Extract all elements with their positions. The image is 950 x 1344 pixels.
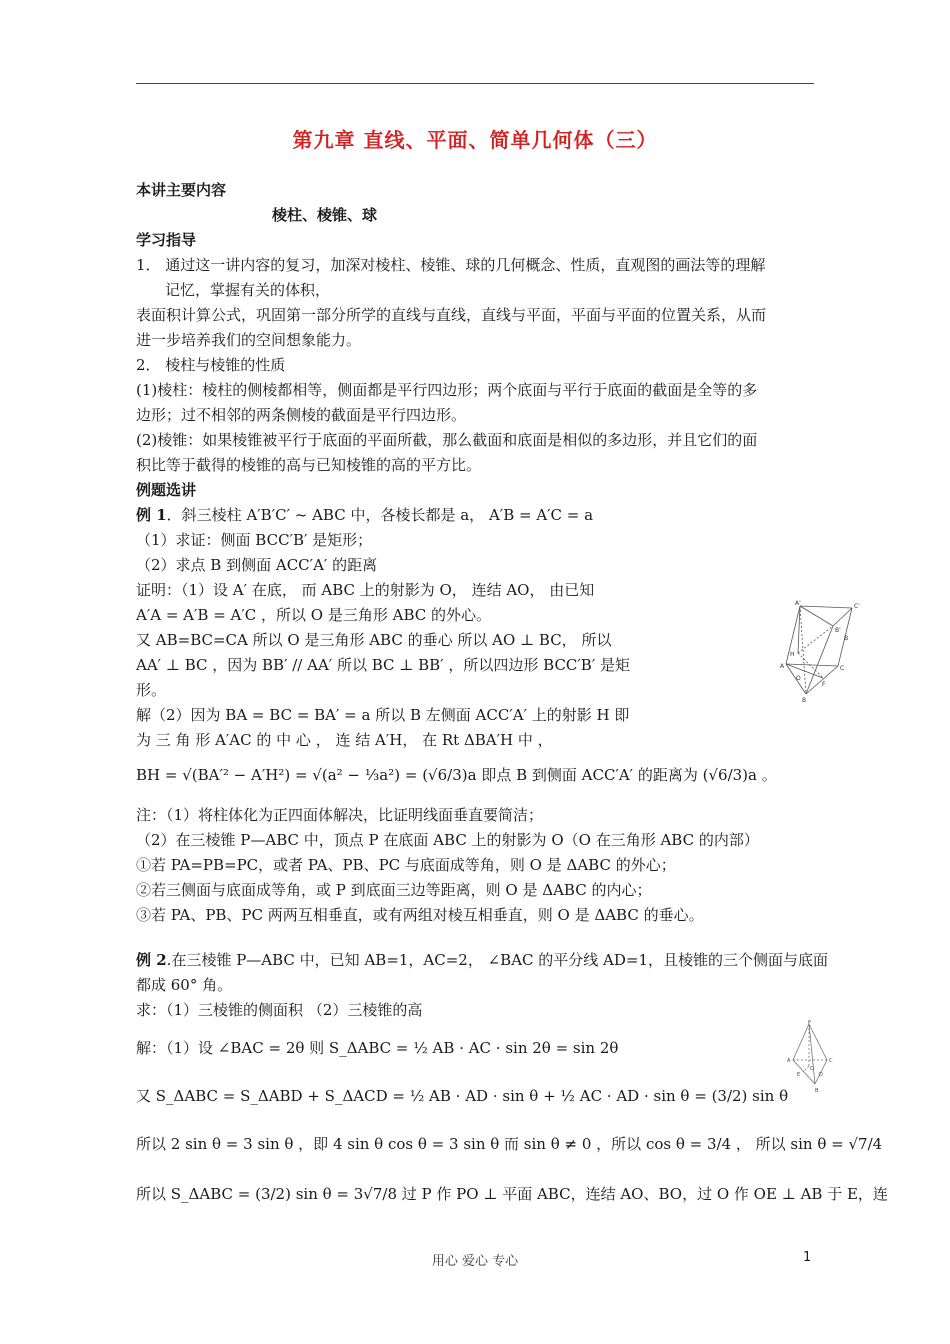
pyramid-property-cont: 积比等于截得的棱锥的高与已知棱锥的高的平方比。: [136, 456, 482, 474]
example-2-label: 例 2: [136, 951, 167, 969]
fig1-label: A': [795, 600, 801, 607]
prism-edge: [800, 606, 852, 608]
fig2-label: A: [787, 1058, 791, 1064]
pyramid-aux-line: [803, 1066, 809, 1072]
prism-figure: [778, 598, 868, 708]
example-1-part-2: （2）求点 B 到侧面 ACC′A′ 的距离: [136, 556, 378, 574]
prism-edge: [786, 664, 838, 666]
fig1-label: B: [802, 697, 807, 704]
example-2-solution-2: 又 S_ΔABC = S_ΔABD + S_ΔACD = ½ AB · AD · sin θ + ½ AC · AD · sin θ = (3/2) sin θ: [136, 1087, 789, 1105]
guide-point-1: 1． 通过这一讲内容的复习，加深对棱柱、棱锥、球的几何概念、性质，直观图的画法等的理解: [136, 256, 766, 274]
prism-edge: [806, 626, 833, 694]
fig1-label: H: [790, 651, 795, 658]
guide-point-2: 2． 棱柱与棱锥的性质: [136, 356, 286, 374]
fig1-label: C': [854, 603, 860, 610]
fig1-label: B': [835, 627, 841, 634]
pyramid-edge: [809, 1024, 827, 1060]
solution-formula-line: BH = √(BA′² − A′H²) = √(a² − ⅓a²) = (√6/3)a 即点 B 到侧面 ACC′A′ 的距离为 (√6/3)a 。: [136, 766, 777, 784]
prism-property-cont: 边形；过不相邻的两条侧棱的截面是平行四边形。: [136, 406, 467, 424]
section-heading-main-content: 本讲主要内容: [136, 181, 227, 199]
fig1-label: B: [844, 635, 849, 642]
fig1-label: F: [822, 681, 826, 688]
proof-line-3: 又 AB=BC=CA 所以 O 是三角形 ABC 的垂心 所以 AO ⊥ BC， 所以: [136, 631, 612, 649]
topic-line: 棱柱、棱锥、球: [272, 206, 378, 224]
fig2-label: B: [815, 1088, 819, 1094]
example-1-text: ．斜三棱柱 A′B′C′ ~ ABC 中，各棱长都是 a， A′B = A′C = a: [166, 506, 594, 524]
example-1-label: 例 1: [136, 506, 167, 524]
fig1-label: A: [780, 663, 785, 670]
page-footer: 用心 爱心 专心: [431, 1254, 519, 1269]
example-1-statement: [136, 505, 593, 525]
prism-aux-line: [800, 606, 806, 694]
fig2-label: O: [810, 1066, 814, 1072]
guide-point-1-cont: 记忆，掌握有关的体积，: [165, 281, 331, 299]
solution-line-2: 为 三 角 形 A′AC 的 中 心 ， 连 结 A′H， 在 Rt ΔBA′H 中 ，: [136, 731, 553, 749]
example-2-solution-3: 所以 2 sin θ = 3 sin θ ，即 4 sin θ cos θ = 3 sin θ 而 sin θ ≠ 0 ，所以 cos θ = 3/4 ， 所以 sin θ = √7/4: [136, 1135, 883, 1153]
section-heading-examples: 例题选讲: [136, 481, 197, 499]
example-2-statement: [136, 950, 828, 970]
prism-edge: [833, 608, 852, 626]
note-2: （2）在三棱锥 P—ABC 中，顶点 P 在底面 ABC 上的射影为 O（O 在三角形 ABC 的内部）: [136, 831, 759, 849]
pyramid-property: (2)棱锥：如果棱锥被平行于底面的平面所截，那么截面和底面是相似的多边形，并且它们的面: [136, 431, 758, 449]
prism-property: (1)棱柱：棱柱的侧棱都相等，侧面都是平行四边形；两个底面与平行于底面的截面是全等的多: [136, 381, 758, 399]
note-case-incenter: ②若三侧面与底面成等角，或 P 到底面三边等距离，则 O 是 ΔABC 的内心；: [136, 881, 652, 899]
example-2-solution-1: 解：（1）设 ∠BAC = 2θ 则 S_ΔABC = ½ AB · AC · sin 2θ = sin 2θ: [136, 1039, 619, 1057]
example-2-text: .在三棱锥 P—ABC 中，已知 AB=1，AC=2， ∠BAC 的平分线 AD=1，且棱锥的三个侧面与底面: [166, 951, 829, 969]
proof-line-4: AA′ ⊥ BC ，因为 BB′ // AA′ 所以 BC ⊥ BB′ ，所以四边形 BCC′B′ 是矩: [136, 656, 630, 674]
fig1-label: O: [796, 675, 801, 682]
pyramid-edge: [793, 1024, 809, 1060]
fig2-label: P: [808, 1020, 812, 1026]
header-rule: [136, 83, 814, 84]
note-1: 注：（1）将柱体化为正四面体解决，比证明线面垂直要简洁；: [136, 806, 544, 824]
note-case-circumcenter: ①若 PA=PB=PC，或者 PA、PB、PC 与底面成等角，则 O 是 ΔABC 的外心；: [136, 856, 676, 874]
example-2-questions: 求：（1）三棱锥的侧面积 （2）三棱锥的高: [136, 1001, 423, 1019]
example-2-statement-cont: 都成 60° 角。: [136, 976, 233, 994]
proof-line-2: A′A = A′B = A′C ，所以 O 是三角形 ABC 的外心。: [136, 606, 492, 624]
fig2-label: E: [797, 1072, 801, 1078]
solution-line-1: 解（2）因为 BA = BC = BA′ = a 所以 B 左侧面 ACC′A′ 上的射影 H 即: [136, 706, 630, 724]
example-1-part-1: （1）求证：侧面 BCC′B′ 是矩形；: [136, 531, 373, 549]
guide-paragraph: 表面积计算公式，巩固第一部分所学的直线与直线，直线与平面，平面与平面的位置关系，从而: [136, 306, 767, 324]
note-case-orthocenter: ③若 PA、PB、PC 两两互相垂直，或有两组对棱互相垂直，则 O 是 ΔABC 的垂心。: [136, 906, 704, 924]
proof-line-1: 证明：（1）设 A′ 在底， 而 ABC 上的射影为 O， 连结 AO， 由已知: [136, 581, 595, 599]
fig1-label: C: [840, 665, 845, 672]
guide-paragraph-cont: 进一步培养我们的空间想象能力。: [136, 331, 362, 349]
fig2-label: C: [829, 1058, 833, 1064]
section-heading-study-guide: 学习指导: [136, 231, 197, 249]
pyramid-edge: [809, 1024, 815, 1084]
page-number: 1: [803, 1250, 812, 1265]
pyramid-figure: [785, 1020, 835, 1100]
fig2-label: D: [819, 1072, 823, 1078]
prism-edge: [800, 606, 833, 626]
chapter-title: 第九章 直线、平面、简单几何体（三）: [292, 128, 658, 152]
proof-line-5: 形。: [136, 681, 167, 699]
example-2-solution-4: 所以 S_ΔABC = (3/2) sin θ = 3√7/8 过 P 作 PO ⊥ 平面 ABC，连结 AO、BO，过 O 作 OE ⊥ AB 于 E，连: [136, 1185, 888, 1203]
prism-edge: [806, 666, 838, 694]
